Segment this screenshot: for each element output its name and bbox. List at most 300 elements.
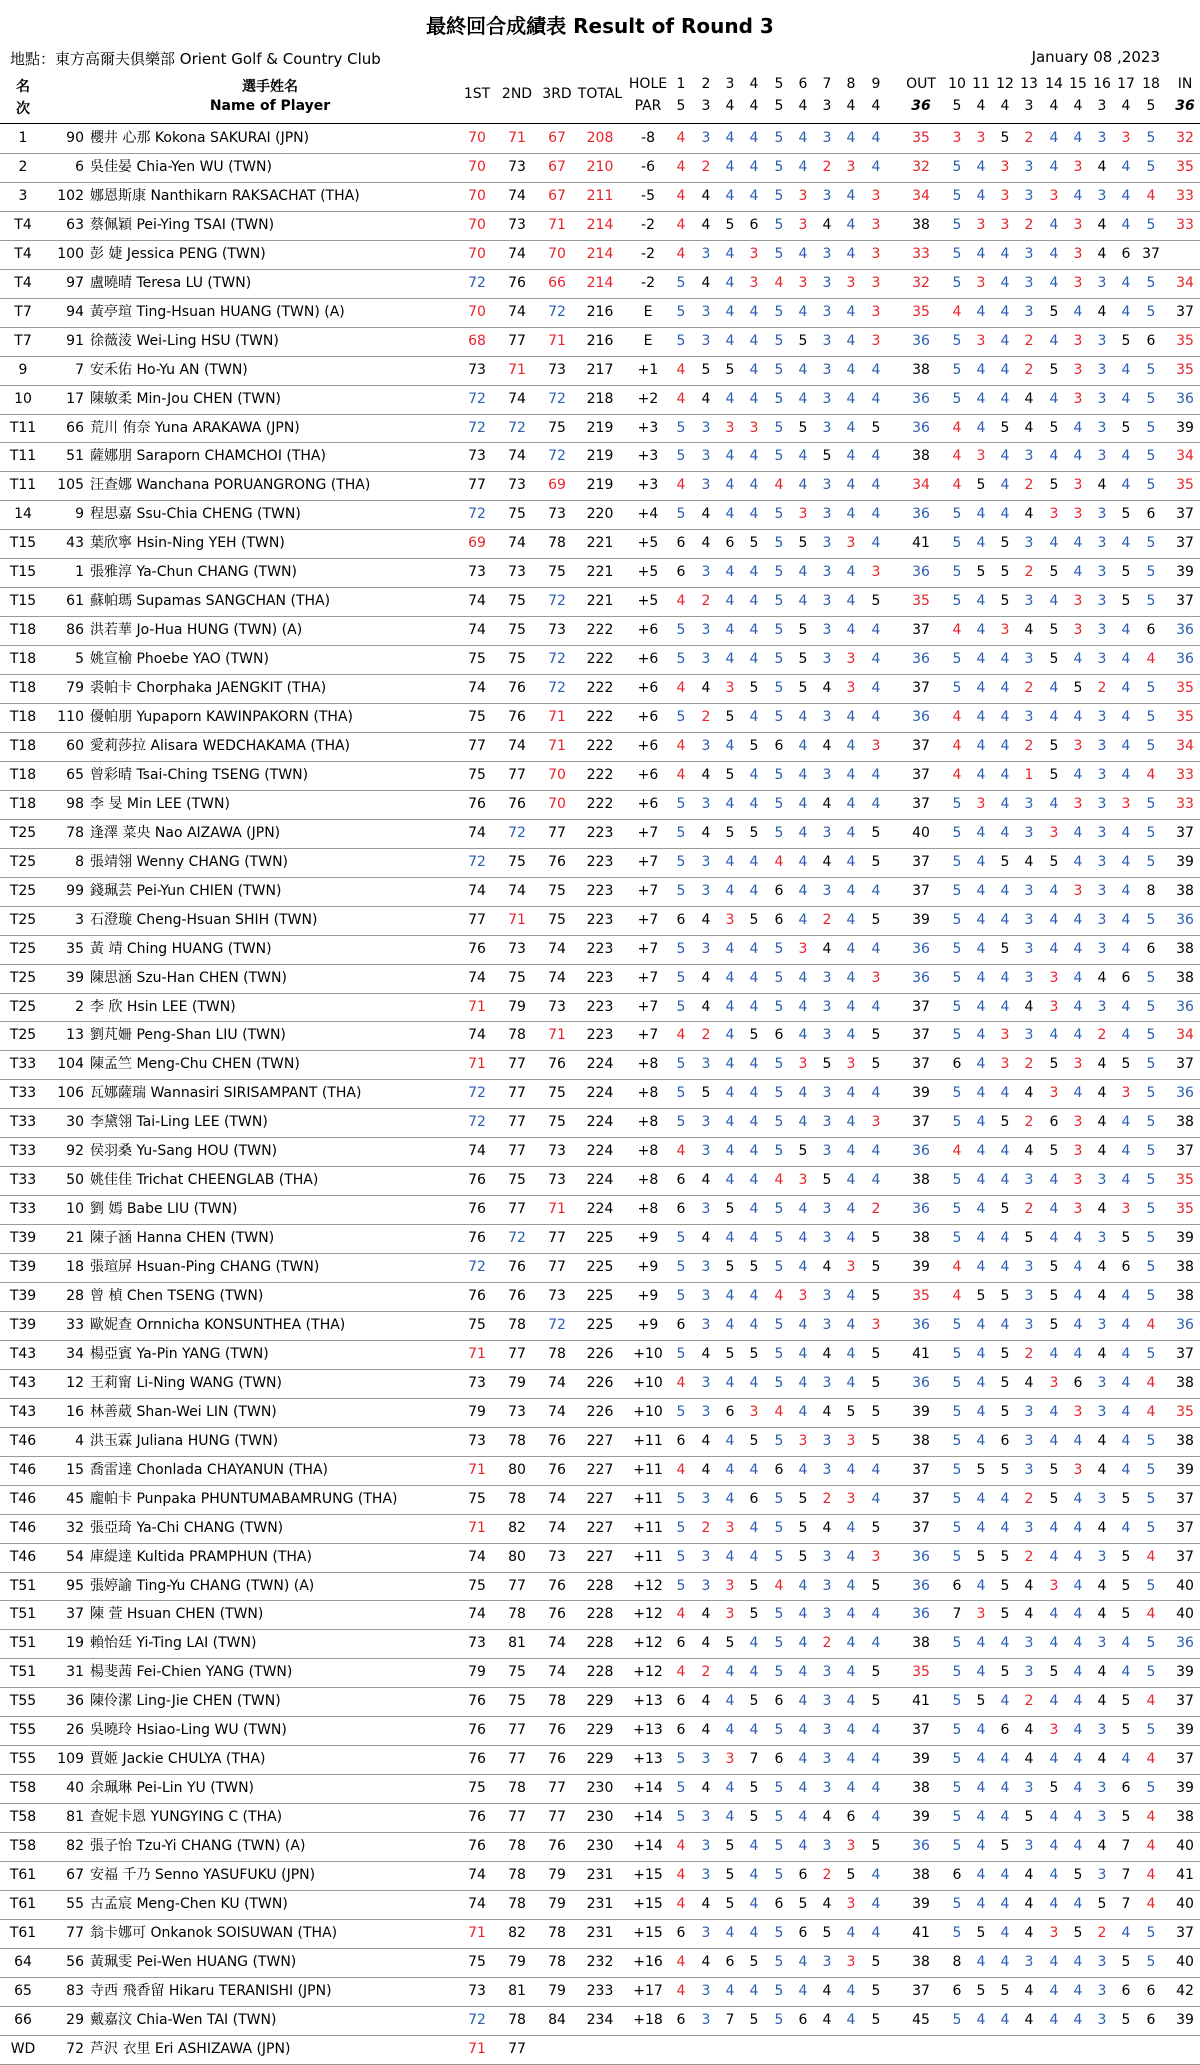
to-par-cell: +5 (637, 564, 659, 581)
hole-score-cell: 3 (1049, 998, 1059, 1015)
player-number-cell: 98 (66, 795, 84, 812)
out-total-cell: 38 (912, 448, 930, 465)
hole-score-cell: 4 (1121, 477, 1131, 494)
hole-score-cell: 6 (1146, 506, 1156, 523)
hole-score-cell: 3 (701, 1490, 711, 1507)
hole-score-cell: 5 (1000, 1288, 1010, 1304)
hole-score-cell: 5 (1049, 1316, 1059, 1333)
hole-score-cell: 4 (871, 882, 881, 899)
rank-cell: T18 (9, 795, 37, 812)
hole-score-cell: 4 (701, 1606, 711, 1623)
hole-number: 4 (749, 76, 759, 92)
round-score-cell: 72 (468, 390, 486, 407)
hole-score-cell: 5 (1146, 1201, 1156, 1218)
hole-score-cell: 2 (871, 1201, 881, 1218)
hole-score-cell: 4 (1121, 998, 1131, 1015)
player-number-cell: 78 (66, 824, 84, 841)
hole-score-cell: 3 (701, 1809, 711, 1826)
player-name-cell: 安禾佑 Ho-Yu AN (TWN) (90, 361, 248, 378)
hole-score-cell: 4 (871, 795, 881, 812)
hole-score-cell: 4 (822, 216, 832, 233)
hole-score-cell: 5 (952, 1780, 962, 1797)
hole-score-cell: 3 (1097, 506, 1107, 523)
hole-par: 4 (1121, 98, 1131, 114)
hole-score-cell: 5 (676, 1114, 686, 1131)
total-cell: 222 (586, 651, 614, 668)
hole-score-cell: 5 (725, 709, 735, 725)
hole-score-cell: 4 (1073, 2011, 1083, 2028)
hole-score-cell: 5 (1146, 1953, 1156, 1970)
hole-score-cell: 4 (1049, 593, 1059, 610)
hole-score-cell: 4 (798, 709, 808, 725)
hole-score-cell: 5 (676, 1403, 686, 1420)
total-cell: 226 (586, 1345, 614, 1362)
hole-score-cell: 3 (822, 1114, 832, 1131)
in-total-cell: 38 (1176, 882, 1194, 899)
player-name-cell: 徐薇淩 Wei-Ling HSU (TWN) (90, 332, 279, 349)
total-cell: 228 (586, 1635, 614, 1652)
hole-score-cell: 5 (1049, 1780, 1059, 1797)
hole-score-cell: 4 (1121, 158, 1131, 175)
hole-score-cell: 6 (676, 1201, 686, 1218)
in-total-cell: 34 (1176, 737, 1194, 754)
hole-score-cell: 2 (1024, 1548, 1034, 1565)
rank-cell: T33 (9, 1114, 37, 1131)
round-score-cell: 77 (508, 1577, 526, 1594)
round-score-cell: 76 (468, 795, 486, 812)
hole-number: 5 (774, 76, 784, 92)
hole-score-cell: 4 (749, 158, 759, 175)
hole-score-cell: 4 (1024, 1895, 1034, 1912)
hole-score-cell: 3 (1097, 1172, 1107, 1189)
out-total-cell: 36 (912, 1838, 930, 1855)
hole-score-cell: 3 (871, 1316, 881, 1333)
in-total-cell: 37 (1176, 1924, 1194, 1941)
hole-score-cell: 5 (1146, 680, 1156, 697)
round-score-cell: 71 (468, 2040, 486, 2057)
hole-score-cell: 4 (1049, 1953, 1059, 1970)
hole-score-cell: 5 (976, 477, 986, 494)
player-name-cell: 娜恩斯康 Nanthikarn RAKSACHAT (THA) (90, 187, 360, 204)
player-number-cell: 50 (66, 1172, 84, 1189)
rank-cell: T25 (9, 824, 37, 841)
round-score-cell: 75 (508, 622, 526, 639)
hole-score-cell: 4 (1000, 651, 1010, 668)
player-number-cell: 21 (66, 1230, 84, 1247)
hole-score-cell: 4 (798, 737, 808, 754)
table-row (0, 616, 1200, 645)
hole-score-cell: 5 (1146, 1172, 1156, 1189)
round-score-cell: 78 (548, 1924, 566, 1941)
in-total-cell: 39 (1176, 1722, 1194, 1739)
hole-score-cell: 3 (1073, 737, 1083, 754)
round-score-cell: 74 (508, 882, 526, 899)
round-score-cell: 72 (468, 2011, 486, 2028)
hole-score-cell: 5 (952, 940, 962, 957)
to-par-cell: +1 (637, 361, 659, 378)
hole-score-cell: 6 (774, 1751, 784, 1768)
hole-score-cell: 5 (952, 1693, 962, 1710)
hole-score-cell: 4 (1097, 1751, 1107, 1768)
hole-score-cell: 3 (822, 1461, 832, 1478)
hole-score-cell: 4 (1049, 1519, 1059, 1536)
player-name-cell: 安福 千乃 Senno YASUFUKU (JPN) (90, 1867, 316, 1883)
hole-score-cell: 5 (952, 1345, 962, 1362)
hole-score-cell: 3 (701, 1201, 711, 1218)
hole-score-cell: 4 (1024, 998, 1034, 1015)
to-par-cell: +13 (633, 1693, 663, 1710)
round-score-cell: 76 (468, 1693, 486, 1710)
hole-score-cell: 4 (1121, 1114, 1131, 1131)
hole-score-cell: 4 (676, 1374, 686, 1391)
total-cell: 228 (586, 1577, 614, 1594)
out-total-cell: 35 (912, 1664, 930, 1681)
hole-par: 5 (952, 98, 962, 114)
hole-score-cell: 3 (822, 593, 832, 610)
hole-score-cell: 4 (871, 361, 881, 378)
hole-score-cell: 4 (976, 1953, 986, 1970)
to-par-cell: +11 (633, 1519, 663, 1536)
player-name-cell: 洪玉霖 Juliana HUNG (TWN) (90, 1432, 279, 1449)
hole-score-cell: 4 (725, 1780, 735, 1797)
hole-score-cell: 3 (822, 1548, 832, 1565)
hole-score-cell: 4 (871, 1895, 881, 1912)
hole-score-cell: 4 (871, 1780, 881, 1797)
hole-score-cell: 5 (774, 1664, 784, 1681)
hole-score-cell: 4 (976, 1374, 986, 1391)
player-number-cell: 109 (57, 1751, 84, 1768)
player-name-cell: 荒川 侑奈 Yuna ARAKAWA (JPN) (90, 419, 300, 436)
round-score-cell: 77 (508, 1201, 526, 1218)
hole-score-cell: 4 (774, 1288, 784, 1304)
hole-score-cell: 4 (822, 1403, 832, 1420)
round-score-cell: 67 (548, 158, 566, 175)
hole-score-cell: 4 (749, 1664, 759, 1681)
hole-score-cell: 5 (952, 1664, 962, 1681)
player-name-cell: 楊斐茜 Fei-Chien YANG (TWN) (90, 1664, 293, 1681)
hole-score-cell: 3 (701, 1867, 711, 1883)
hole-score-cell: 3 (701, 1316, 711, 1333)
to-par-cell: +2 (637, 390, 659, 407)
hole-score-cell: 4 (871, 1722, 881, 1739)
hole-score-cell: 6 (1121, 1780, 1131, 1797)
hole-score-cell: 5 (871, 1230, 881, 1247)
hole-score-cell: 4 (846, 766, 856, 783)
hole-score-cell: 4 (749, 1114, 759, 1131)
hole-score-cell: 6 (846, 1809, 856, 1826)
hole-score-cell: 4 (1000, 332, 1010, 349)
table-row (0, 1600, 1200, 1629)
hole-score-cell: 3 (701, 448, 711, 465)
in-total-cell: 33 (1176, 187, 1194, 204)
hole-score-cell: 4 (676, 1461, 686, 1478)
round-score-cell: 76 (508, 709, 526, 725)
to-par-cell: +16 (633, 1953, 663, 1970)
player-number-cell: 106 (57, 1085, 84, 1102)
hole-score-cell: 5 (952, 1201, 962, 1218)
hole-score-cell: 3 (701, 1924, 711, 1941)
rank-cell: T33 (9, 1085, 37, 1102)
hole-score-cell: 4 (1000, 1809, 1010, 1826)
hole-score-cell: 5 (1049, 477, 1059, 494)
hole-score-cell: 3 (1024, 187, 1034, 204)
hole-score-cell: 5 (1000, 1577, 1010, 1594)
hole-score-cell: 5 (1121, 419, 1131, 436)
hole-score-cell: 4 (952, 477, 962, 494)
hole-score-cell: 3 (1049, 1924, 1059, 1941)
hole-score-cell: 2 (822, 158, 832, 175)
player-name-cell: 歐妮查 Ornnicha KONSUNTHEA (THA) (90, 1316, 346, 1333)
to-par-cell: +5 (637, 535, 659, 552)
round-score-cell: 75 (508, 1693, 526, 1710)
hole-score-cell: 4 (676, 766, 686, 783)
rank-cell: 14 (14, 506, 32, 523)
hole-score-cell: 4 (774, 477, 784, 494)
hole-score-cell: 6 (1146, 622, 1156, 639)
hole-score-cell: 5 (871, 1056, 881, 1073)
hole-score-cell: 4 (1121, 1172, 1131, 1189)
table-row (0, 1890, 1200, 1919)
rank-header-top: 名 (16, 79, 30, 95)
rank-cell: T15 (9, 564, 37, 581)
to-par-cell: -8 (641, 130, 655, 146)
hole-score-cell: 5 (952, 651, 962, 668)
hole-score-cell: 2 (1024, 680, 1034, 697)
hole-score-cell: 4 (1121, 1316, 1131, 1333)
round-score-cell: 71 (468, 1056, 486, 1073)
hole-score-cell: 4 (1024, 1982, 1034, 1999)
round-score-cell: 74 (548, 969, 566, 986)
round-score-cell: 71 (548, 709, 566, 725)
table-row (0, 732, 1200, 761)
player-number-cell: 16 (66, 1403, 84, 1420)
hole-par: 3 (1024, 98, 1034, 114)
hole-score-cell: 5 (952, 1432, 962, 1449)
to-par-cell: +6 (637, 651, 659, 668)
out-total-cell: 36 (912, 1577, 930, 1594)
to-par-cell: +11 (633, 1461, 663, 1478)
hole-score-cell: 5 (1146, 564, 1156, 581)
hole-score-cell: 4 (1049, 1809, 1059, 1826)
hole-score-cell: 4 (846, 1316, 856, 1333)
round-score-cell: 71 (508, 911, 526, 928)
hole-score-cell: 6 (1146, 940, 1156, 957)
round-score-cell: 67 (548, 130, 566, 146)
hole-score-cell: 4 (976, 1230, 986, 1247)
round-score-cell: 76 (508, 1288, 526, 1304)
hole-score-cell: 5 (774, 1548, 784, 1565)
total-cell: 229 (586, 1751, 614, 1768)
hole-score-cell: 5 (774, 622, 784, 639)
hole-score-cell: 4 (871, 1867, 881, 1883)
total-cell: 214 (586, 216, 614, 233)
hole-score-cell: 5 (774, 593, 784, 610)
hole-score-cell: 4 (749, 651, 759, 668)
hole-score-cell: 5 (774, 1230, 784, 1247)
out-total-cell: 36 (912, 419, 930, 436)
hole-score-cell: 7 (749, 1751, 759, 1768)
hole-score-cell: 5 (952, 216, 962, 233)
rank-cell: T61 (9, 1867, 37, 1883)
hole-score-cell: 5 (871, 1693, 881, 1710)
player-name-cell: 查妮卡恩 YUNGYING C (THA) (90, 1809, 283, 1826)
out-total-cell: 37 (912, 795, 930, 812)
rank-cell: T43 (9, 1403, 37, 1420)
hole-score-cell: 5 (798, 1548, 808, 1565)
hole-score-cell: 5 (676, 1345, 686, 1362)
hole-score-cell: 3 (1097, 853, 1107, 870)
hole-score-cell: 5 (952, 680, 962, 697)
r1-header: 1ST (463, 86, 491, 102)
rank-cell: T25 (9, 1027, 37, 1044)
hole-score-cell: 3 (1073, 477, 1083, 494)
rank-cell: T4 (14, 245, 32, 262)
player-name-cell: 黃 靖 Ching HUANG (TWN) (90, 940, 272, 957)
hole-score-cell: 5 (871, 1288, 881, 1304)
table-row (0, 1456, 1200, 1485)
hole-score-cell: 4 (871, 1751, 881, 1768)
hole-score-cell: 4 (798, 1316, 808, 1333)
hole-score-cell: 4 (725, 1316, 735, 1333)
hole-score-cell: 4 (1097, 1664, 1107, 1681)
to-par-cell: E (643, 332, 653, 349)
hole-score-cell: 2 (701, 1664, 711, 1681)
hole-score-cell: 3 (1024, 448, 1034, 465)
player-name-cell: 汪查娜 Wanchana PORUANGRONG (THA) (90, 477, 371, 494)
hole-score-cell: 3 (1024, 303, 1034, 320)
hole-score-cell: 4 (846, 216, 856, 233)
in-total-cell: 40 (1176, 1606, 1194, 1623)
hole-score-cell: 4 (749, 390, 759, 407)
hole-score-cell: 5 (1000, 564, 1010, 581)
hole-score-cell: 4 (1049, 1838, 1059, 1855)
player-name-cell: 瓦娜薩瑞 Wannasiri SIRISAMPANT (THA) (90, 1085, 362, 1102)
out-total-cell: 38 (912, 216, 930, 233)
hole-score-cell: 5 (1000, 1461, 1010, 1478)
table-row (0, 1079, 1200, 1108)
hole-score-cell: 4 (1073, 1751, 1083, 1768)
in-total-cell: 34 (1176, 1027, 1194, 1044)
in-total-cell: 39 (1176, 1780, 1194, 1797)
hole-score-cell: 3 (846, 1895, 856, 1912)
round-score-cell: 72 (548, 593, 566, 610)
hole-score-cell: 5 (676, 274, 686, 291)
player-number-cell: 40 (66, 1780, 84, 1797)
hole-score-cell: 4 (976, 506, 986, 523)
round-score-cell: 74 (468, 1143, 486, 1160)
round-score-cell: 72 (468, 274, 486, 291)
total-cell: 233 (586, 1982, 614, 1999)
hole-score-cell: 3 (871, 274, 881, 291)
hole-score-cell: 5 (725, 1345, 735, 1362)
hole-score-cell: 3 (1073, 158, 1083, 175)
hole-score-cell: 4 (1146, 1548, 1156, 1565)
round-score-cell: 72 (508, 419, 526, 436)
hole-score-cell: 5 (725, 824, 735, 841)
player-name-cell: 劉 嫣 Babe LIU (TWN) (90, 1201, 238, 1218)
hole-score-cell: 5 (676, 940, 686, 957)
hole-score-cell: 5 (1146, 824, 1156, 841)
hole-score-cell: 3 (822, 709, 832, 725)
hole-score-cell: 4 (871, 535, 881, 552)
out-total-cell: 37 (912, 622, 930, 639)
hole-par: 36 (1175, 98, 1195, 114)
rank-cell: T18 (9, 622, 37, 639)
in-total-cell: 38 (1176, 1288, 1194, 1304)
to-par-cell: +12 (633, 1635, 663, 1652)
hole-score-cell: 4 (1121, 1374, 1131, 1391)
out-total-cell: 36 (912, 1201, 930, 1218)
hole-score-cell: 4 (846, 332, 856, 349)
hole-score-cell: 4 (1049, 1345, 1059, 1362)
table-row (0, 1861, 1200, 1890)
hole-score-cell: 3 (871, 1548, 881, 1565)
hole-score-cell: 4 (871, 1606, 881, 1623)
rank-cell: 66 (14, 2011, 32, 2028)
rank-cell: T11 (9, 477, 37, 494)
round-score-cell: 73 (508, 1403, 526, 1420)
hole-score-cell: 4 (725, 1722, 735, 1739)
hole-score-cell: 5 (774, 1490, 784, 1507)
hole-score-cell: 3 (846, 1432, 856, 1449)
hole-score-cell: 4 (976, 303, 986, 320)
hole-score-cell: 4 (725, 1693, 735, 1710)
to-par-cell: +9 (637, 1259, 659, 1276)
player-number-cell: 110 (57, 709, 84, 725)
hole-score-cell: 5 (952, 1027, 962, 1044)
hole-score-cell: 4 (798, 1259, 808, 1276)
hole-par: 4 (871, 98, 881, 114)
to-par-cell: +12 (633, 1577, 663, 1594)
hole-score-cell: 4 (1049, 1432, 1059, 1449)
round-score-cell: 76 (468, 1172, 486, 1189)
player-number-cell: 99 (66, 882, 84, 899)
to-par-cell: +9 (637, 1288, 659, 1304)
to-par-cell: +13 (633, 1751, 663, 1768)
hole-score-cell: 4 (1073, 187, 1083, 204)
hole-score-cell: 3 (725, 419, 735, 436)
hole-score-cell: 3 (1000, 1027, 1010, 1044)
total-cell: 214 (586, 274, 614, 291)
rank-header-bottom: 次 (16, 101, 30, 117)
hole-score-cell: 5 (1121, 1953, 1131, 1970)
round-score-cell: 73 (508, 216, 526, 233)
hole-score-cell: 4 (1121, 1288, 1131, 1304)
hole-score-cell: 3 (1097, 998, 1107, 1015)
hole-score-cell: 4 (701, 390, 711, 407)
hole-score-cell: 3 (798, 1056, 808, 1073)
hole-score-cell: 5 (1049, 1490, 1059, 1507)
round-score-cell: 73 (548, 1288, 566, 1304)
out-total-cell: 38 (912, 1780, 930, 1797)
hole-score-cell: 5 (871, 1519, 881, 1536)
hole-score-cell: 3 (871, 564, 881, 581)
hole-score-cell: 3 (822, 969, 832, 986)
player-number-cell: 37 (66, 1606, 84, 1623)
hole-score-cell: 3 (846, 1953, 856, 1970)
hole-score-cell: 2 (701, 709, 711, 725)
hole-score-cell: 5 (1121, 1548, 1131, 1565)
round-score-cell: 75 (508, 853, 526, 870)
hole-score-cell: 2 (1024, 564, 1034, 581)
hole-score-cell: 5 (1049, 1143, 1059, 1160)
rank-cell: T43 (9, 1345, 37, 1362)
round-score-cell: 77 (508, 1722, 526, 1739)
total-cell: 223 (586, 969, 614, 986)
hole-score-cell: 2 (701, 593, 711, 610)
total-cell: 231 (586, 1895, 614, 1912)
hole-score-cell: 4 (1121, 274, 1131, 291)
